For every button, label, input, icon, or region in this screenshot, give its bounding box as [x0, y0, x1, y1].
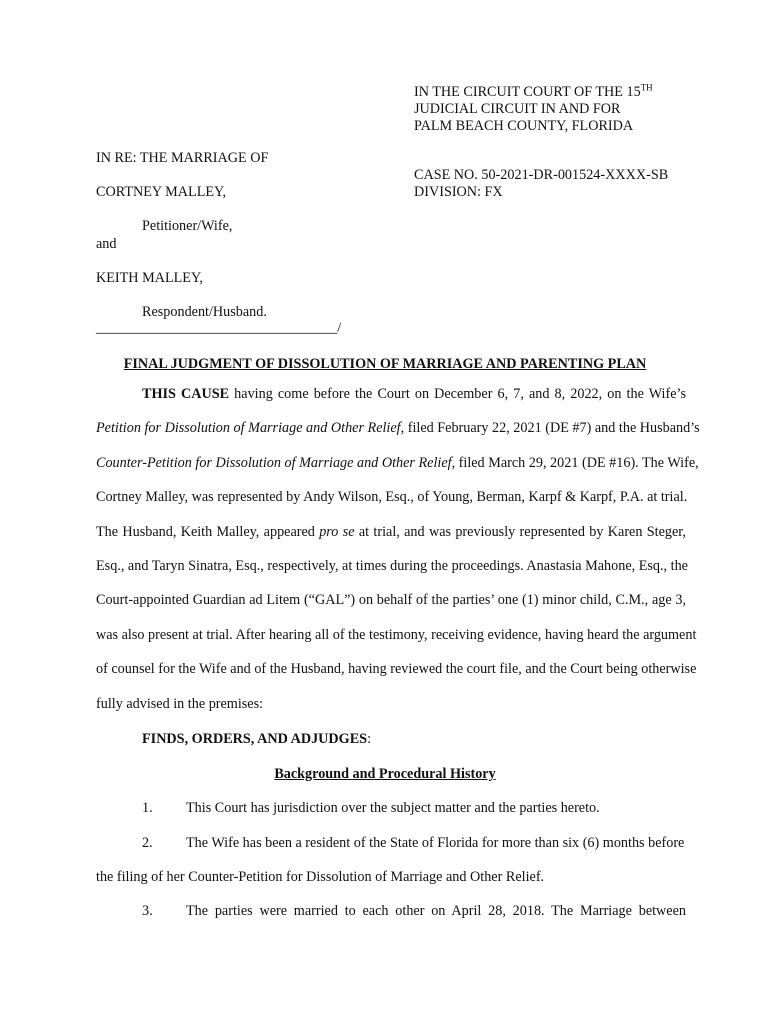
item-number: 2. — [142, 835, 153, 851]
division: DIVISION: FX — [414, 184, 503, 200]
item-text: The Wife has been a resident of the State of Florida for more than six (6) months before — [186, 835, 685, 851]
counter-petition-title: Counter-Petition for Dissolution of Marriage and Other Relief — [96, 454, 452, 471]
respondent-role: Respondent/Husband. — [142, 304, 267, 320]
item-number: 1. — [142, 800, 153, 816]
section-heading: Background and Procedural History — [274, 766, 496, 782]
judgment-title: FINAL JUDGMENT OF DISSOLUTION OF MARRIAGE AND PARENTING PLAN — [123, 356, 647, 372]
intro-line: Cortney Malley, was represented by Andy Wilson, Esq., of Young, Berman, Karpf & Karpf, P.A. at trial. — [96, 489, 688, 506]
petition-title: Petition for Dissolution of Marriage and Other Relief — [96, 420, 401, 437]
item-text-continued: the filing of her Counter-Petition for Dissolution of Marriage and Other Relief. — [96, 869, 545, 885]
court-header-line-1: IN THE CIRCUIT COURT OF THE 15TH — [414, 82, 653, 100]
caption-rule: __________________________________/ — [96, 320, 342, 336]
and-connector: and — [96, 236, 117, 252]
ordinal-superscript: TH — [640, 82, 653, 93]
intro-paragraph — [96, 386, 700, 730]
numbered-item-continuation — [96, 869, 686, 886]
petitioner-role: Petitioner/Wife, — [142, 218, 233, 234]
intro-line: was also present at trial. After hearing all of the testimony, receiving evidence, having heard the argument — [96, 626, 697, 643]
intro-line: Esq., and Taryn Sinatra, Esq., respectively, at times during the proceedings. Anastasia Mahone, Esq., the — [96, 557, 688, 574]
intro-line: The Husband, Keith Malley, appeared pro se at trial, and was previously represented by Karen Steger, — [96, 523, 686, 540]
in-re-line: IN RE: THE MARRIAGE OF — [96, 150, 269, 166]
item-text: The parties were married to each other on April 28, 2018. The Marriage between — [186, 903, 686, 919]
item-number: 3. — [142, 903, 153, 919]
finds-orders-adjudges: FINDS, ORDERS, AND ADJUDGES: — [142, 731, 372, 747]
intro-line: Court-appointed Guardian ad Litem (“GAL”) on behalf of the parties’ one (1) minor child, C.M., age 3, — [96, 592, 686, 609]
court-header-line-2: JUDICIAL CIRCUIT IN AND FOR — [414, 101, 621, 117]
intro-line: Counter-Petition for Dissolution of Marriage and Other Relief, filed March 29, 2021 (DE #16). The Wife, — [96, 454, 699, 471]
petitioner-name: CORTNEY MALLEY, — [96, 184, 226, 200]
court-header-line-3: PALM BEACH COUNTY, FLORIDA — [414, 118, 634, 134]
court-header — [414, 84, 653, 135]
respondent-name: KEITH MALLEY, — [96, 270, 203, 286]
case-info — [414, 167, 668, 201]
intro-line: of counsel for the Wife and of the Husband, having reviewed the court file, and the Court being otherwise — [96, 661, 697, 678]
intro-line: fully advised in the premises: — [96, 695, 264, 712]
case-number: CASE NO. 50-2021-DR-001524-XXXX-SB — [414, 167, 669, 183]
intro-line: THIS CAUSE having come before the Court on December 6, 7, and 8, 2022, on the Wife’s — [142, 386, 686, 402]
item-text: This Court has jurisdiction over the subject matter and the parties hereto. — [186, 800, 600, 816]
intro-line: Petition for Dissolution of Marriage and Other Relief, filed February 22, 2021 (DE #7) and the Husband’s — [96, 420, 700, 437]
